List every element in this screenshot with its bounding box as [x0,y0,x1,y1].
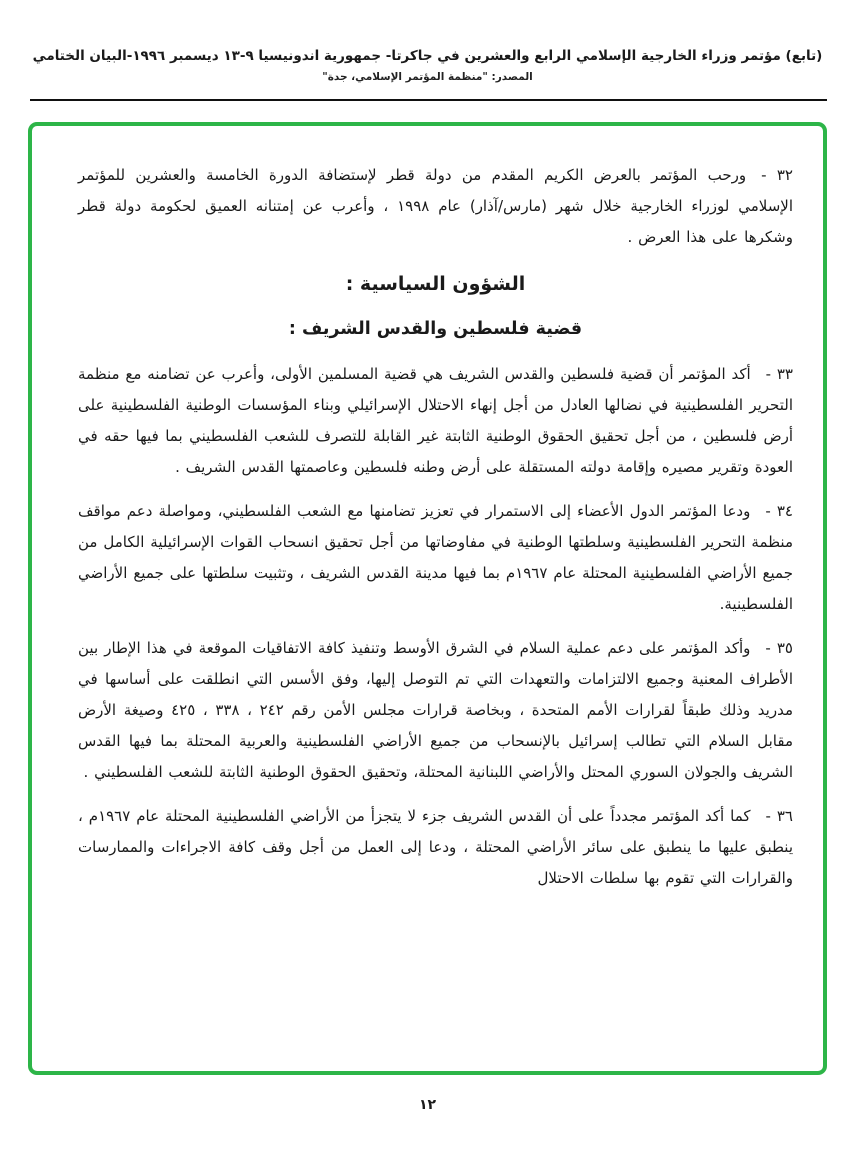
header-divider [30,99,827,101]
conference-header-title: (تابع) مؤتمر وزراء الخارجية الإسلامي الرابع والعشرين في جاكرتا- جمهورية اندونيسيا ٩-١٣ ديسمبر ١٩٩٦-البيان الختامي [32,48,823,64]
document-body [32,126,823,894]
page-number: ١٢ [418,1097,437,1113]
document-source-line: المصدر: "منظمة المؤتمر الإسلامي، جدة" [322,71,533,84]
section-heading-political-affairs: الشؤون السياسية : [345,273,526,295]
paragraph-33: ٣٣ - أكد المؤتمر أن قضية فلسطين والقدس الشريف هي قضية المسلمين الأولى، وأعرب عن تضامنه مع منظمة التحرير الفلسطينية في نضالها العادل من أجل إنهاء الاحتلال الإسرائيلي وبناء المؤسسات الوطنية الفلسطينية على أرض فلسطين ، من أجل تحقيق الحقوق الوطنية الثابتة غير القابلة للتصرف للشعب الفلسطيني بما فيها حقه في العودة وتقرير مصيره وإقامة دولته المستقلة على أرض وطنه فلسطين وعاصمتها القدس الشريف . [78,365,793,476]
paragraph-32: ٣٢ - ورحب المؤتمر بالعرض الكريم المقدم من دولة قطر لإستضافة الدورة الخامسة والعشرين للمؤتمر الإسلامي لوزراء الخارجية خلال شهر (مارس/آذار) عام ١٩٩٨ ، وأعرب عن إمتنانه العميق لحكومة دولة قطر وشكرها على هذا العرض . [78,166,793,246]
paragraph-34: ٣٤ - ودعا المؤتمر الدول الأعضاء إلى الاستمرار في تعزيز تضامنها مع الشعب الفلسطيني، ومواصلة دعم مواقف منظمة التحرير الفلسطينية وسلطتها الوطنية في مفاوضاتها من أجل تحقيق انسحاب القوات الإسرائيلية الكامل من جميع الأراضي الفلسطينية المحتلة عام ١٩٦٧م بما فيها مدينة القدس الشريف ، وتثبيت سلطتها على جميع الأراضي الفلسطينية. [78,502,793,613]
document-frame [28,122,827,1075]
paragraph-36: ٣٦ - كما أكد المؤتمر مجدداً على أن القدس الشريف جزء لا يتجزأ من الأراضي الفلسطينية المحتلة عام ١٩٦٧م ، ينطبق عليها ما ينطبق على سائر الأراضي المحتلة ، ودعا إلى العمل من أجل وقف كافة الاجراءات والممارسات والقرارات التي تقوم بها سلطات الاحتلال [78,807,793,887]
page-header [30,46,825,83]
section-heading-palestine-jerusalem: قضية فلسطين والقدس الشريف : [288,319,583,339]
paragraph-35: ٣٥ - وأكد المؤتمر على دعم عملية السلام في الشرق الأوسط وتنفيذ كافة الاتفاقيات الموقعة في هذا الإطار بين الأطراف المعنية وجميع الالتزامات والتعهدات التي تم التوصل إليها، وفق الأسس التي انطلقت على أساسها في مدريد وذلك طبقاً لقرارات الأمم المتحدة ، وبخاصة قرارات مجلس الأمن رقم ٢٤٢ ، ٣٣٨ ، ٤٢٥ وصيغة الأرض مقابل السلام التي تطالب إسرائيل بالإنسحاب من جميع الأراضي الفلسطينية والعربية المحتلة بما فيها القدس الشريف والجولان السوري المحتل والأراضي اللبنانية المحتلة، وتحقيق الحقوق الوطنية الثابتة للشعب الفلسطيني . [78,639,794,781]
